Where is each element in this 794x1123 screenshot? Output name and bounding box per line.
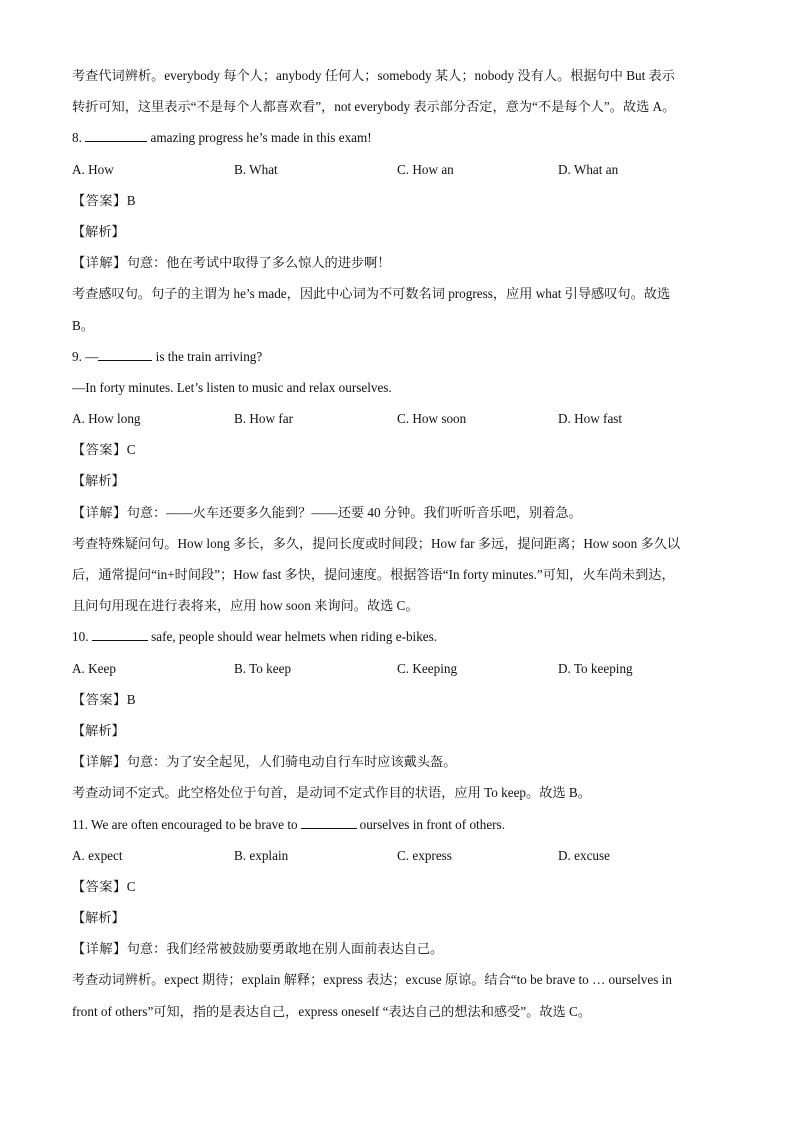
explanation-line: 且问句用现在进行表将来，应用 how soon 来询问。故选 C。 <box>72 598 419 614</box>
explanation-line: 考查特殊疑问句。How long 多长，多久，提问长度或时间段；How far 多远，提问距离；How soon 多久以 <box>72 535 681 551</box>
question-text: safe, people should wear helmets when riding e-bikes. <box>147 629 438 645</box>
detail-tag: 【详解】 <box>72 504 127 520</box>
option-b: B. To keep <box>234 660 292 676</box>
detail-line <box>72 933 722 964</box>
option-a: A. How <box>72 161 114 177</box>
option-b: B. explain <box>234 847 289 863</box>
question-stem <box>72 809 722 840</box>
detail-line <box>72 497 722 528</box>
detail-text: 句意：——火车还要多久能到？——还要 40 分钟。我们听听音乐吧，别着急。 <box>126 504 582 520</box>
explanation-line: 考查动词不定式。此空格处位于句首，是动词不定式作目的状语，应用 To keep。故选 B。 <box>72 785 591 801</box>
explanation-line: 考查感叹句。句子的主谓为 he’s made，因此中心词为不可数名词 progress，应用 what 引导感叹句。故选 <box>72 286 671 302</box>
detail-line <box>72 746 722 777</box>
options-row <box>72 403 722 434</box>
option-c: C. How an <box>397 161 454 177</box>
question-number: 10. <box>72 629 92 645</box>
analysis-tag: 【解析】 <box>72 910 125 926</box>
question-stem <box>72 341 722 372</box>
answer-blank <box>92 628 148 641</box>
answer-blank <box>98 348 152 361</box>
explanation-line: front of others”可知，指的是表达自己，express oneself “表达自己的想法和感受”。故选 C。 <box>72 1003 592 1019</box>
answer-line <box>72 185 722 216</box>
analysis-tag: 【解析】 <box>72 722 125 738</box>
option-c: C. Keeping <box>397 660 458 676</box>
answer-tag: 【答案】 <box>72 878 127 894</box>
detail-line <box>72 247 722 278</box>
question-number: 9. — <box>72 348 99 364</box>
option-d: D. How fast <box>558 411 623 427</box>
answer-value: C <box>126 878 136 894</box>
document-page <box>72 60 722 1027</box>
options-row <box>72 154 722 185</box>
analysis-tag: 【解析】 <box>72 223 125 239</box>
option-a: A. expect <box>72 847 123 863</box>
intro-line: 考查代词辨析。everybody 每个人；anybody 任何人；somebody 某人；nobody 没有人。根据句中 But 表示 <box>72 68 675 83</box>
detail-tag: 【详解】 <box>72 941 127 957</box>
option-c: C. How soon <box>397 411 467 427</box>
question-stem <box>72 621 722 652</box>
answer-blank <box>301 816 357 829</box>
analysis-tag: 【解析】 <box>72 473 125 489</box>
question-number: 8. <box>72 130 82 146</box>
question-text: ourselves in front of others. <box>359 816 505 832</box>
option-b: B. How far <box>234 411 293 427</box>
detail-tag: 【详解】 <box>72 754 127 770</box>
option-a: A. Keep <box>72 660 116 676</box>
option-c: C. express <box>397 847 452 863</box>
detail-text: 句意：他在考试中取得了多么惊人的进步啊！ <box>126 255 391 271</box>
question-stem <box>72 122 722 153</box>
answer-value: B <box>126 691 136 707</box>
question-text: is the train arriving? <box>152 348 263 364</box>
options-row <box>72 653 722 684</box>
detail-tag: 【详解】 <box>72 255 127 271</box>
option-b: B. What <box>234 161 278 177</box>
question-text: 11. We are often encouraged to be brave to <box>72 816 298 832</box>
answer-line <box>72 434 722 465</box>
answer-value: B <box>126 192 136 208</box>
explanation-line: 考查动词辨析。expect 期待；explain 解释；express 表达；excuse 原谅。结合“to be brave to … ourselves in <box>72 972 672 988</box>
explanation-line: B。 <box>72 317 94 333</box>
option-d: D. What an <box>558 161 619 177</box>
option-d: D. To keeping <box>558 660 633 676</box>
answer-value: C <box>126 442 136 458</box>
detail-text: 句意：我们经常被鼓励要勇敢地在别人面前表达自己。 <box>126 941 444 957</box>
intro-line: 转折可知，这里表示“不是每个人都喜欢看”，not everybody 表示部分否定，意为“不是每个人”。故选 A。 <box>72 99 676 115</box>
answer-tag: 【答案】 <box>72 192 127 208</box>
option-d: D. excuse <box>558 847 610 863</box>
answer-line <box>72 684 722 715</box>
answer-line <box>72 871 722 902</box>
question-text: amazing progress he’s made in this exam! <box>147 130 372 146</box>
detail-text: 句意：为了安全起见，人们骑电动自行车时应该戴头盔。 <box>126 754 457 770</box>
question-reply: —In forty minutes. Let’s listen to music and relax ourselves. <box>72 379 392 395</box>
answer-tag: 【答案】 <box>72 442 127 458</box>
answer-tag: 【答案】 <box>72 691 127 707</box>
options-row <box>72 840 722 871</box>
explanation-line: 后，通常提问“in+时间段”；How fast 多快，提问速度。根据答语“In forty minutes.”可知，火车尚未到达， <box>72 567 675 582</box>
option-a: A. How long <box>72 411 141 427</box>
answer-blank <box>85 129 147 142</box>
